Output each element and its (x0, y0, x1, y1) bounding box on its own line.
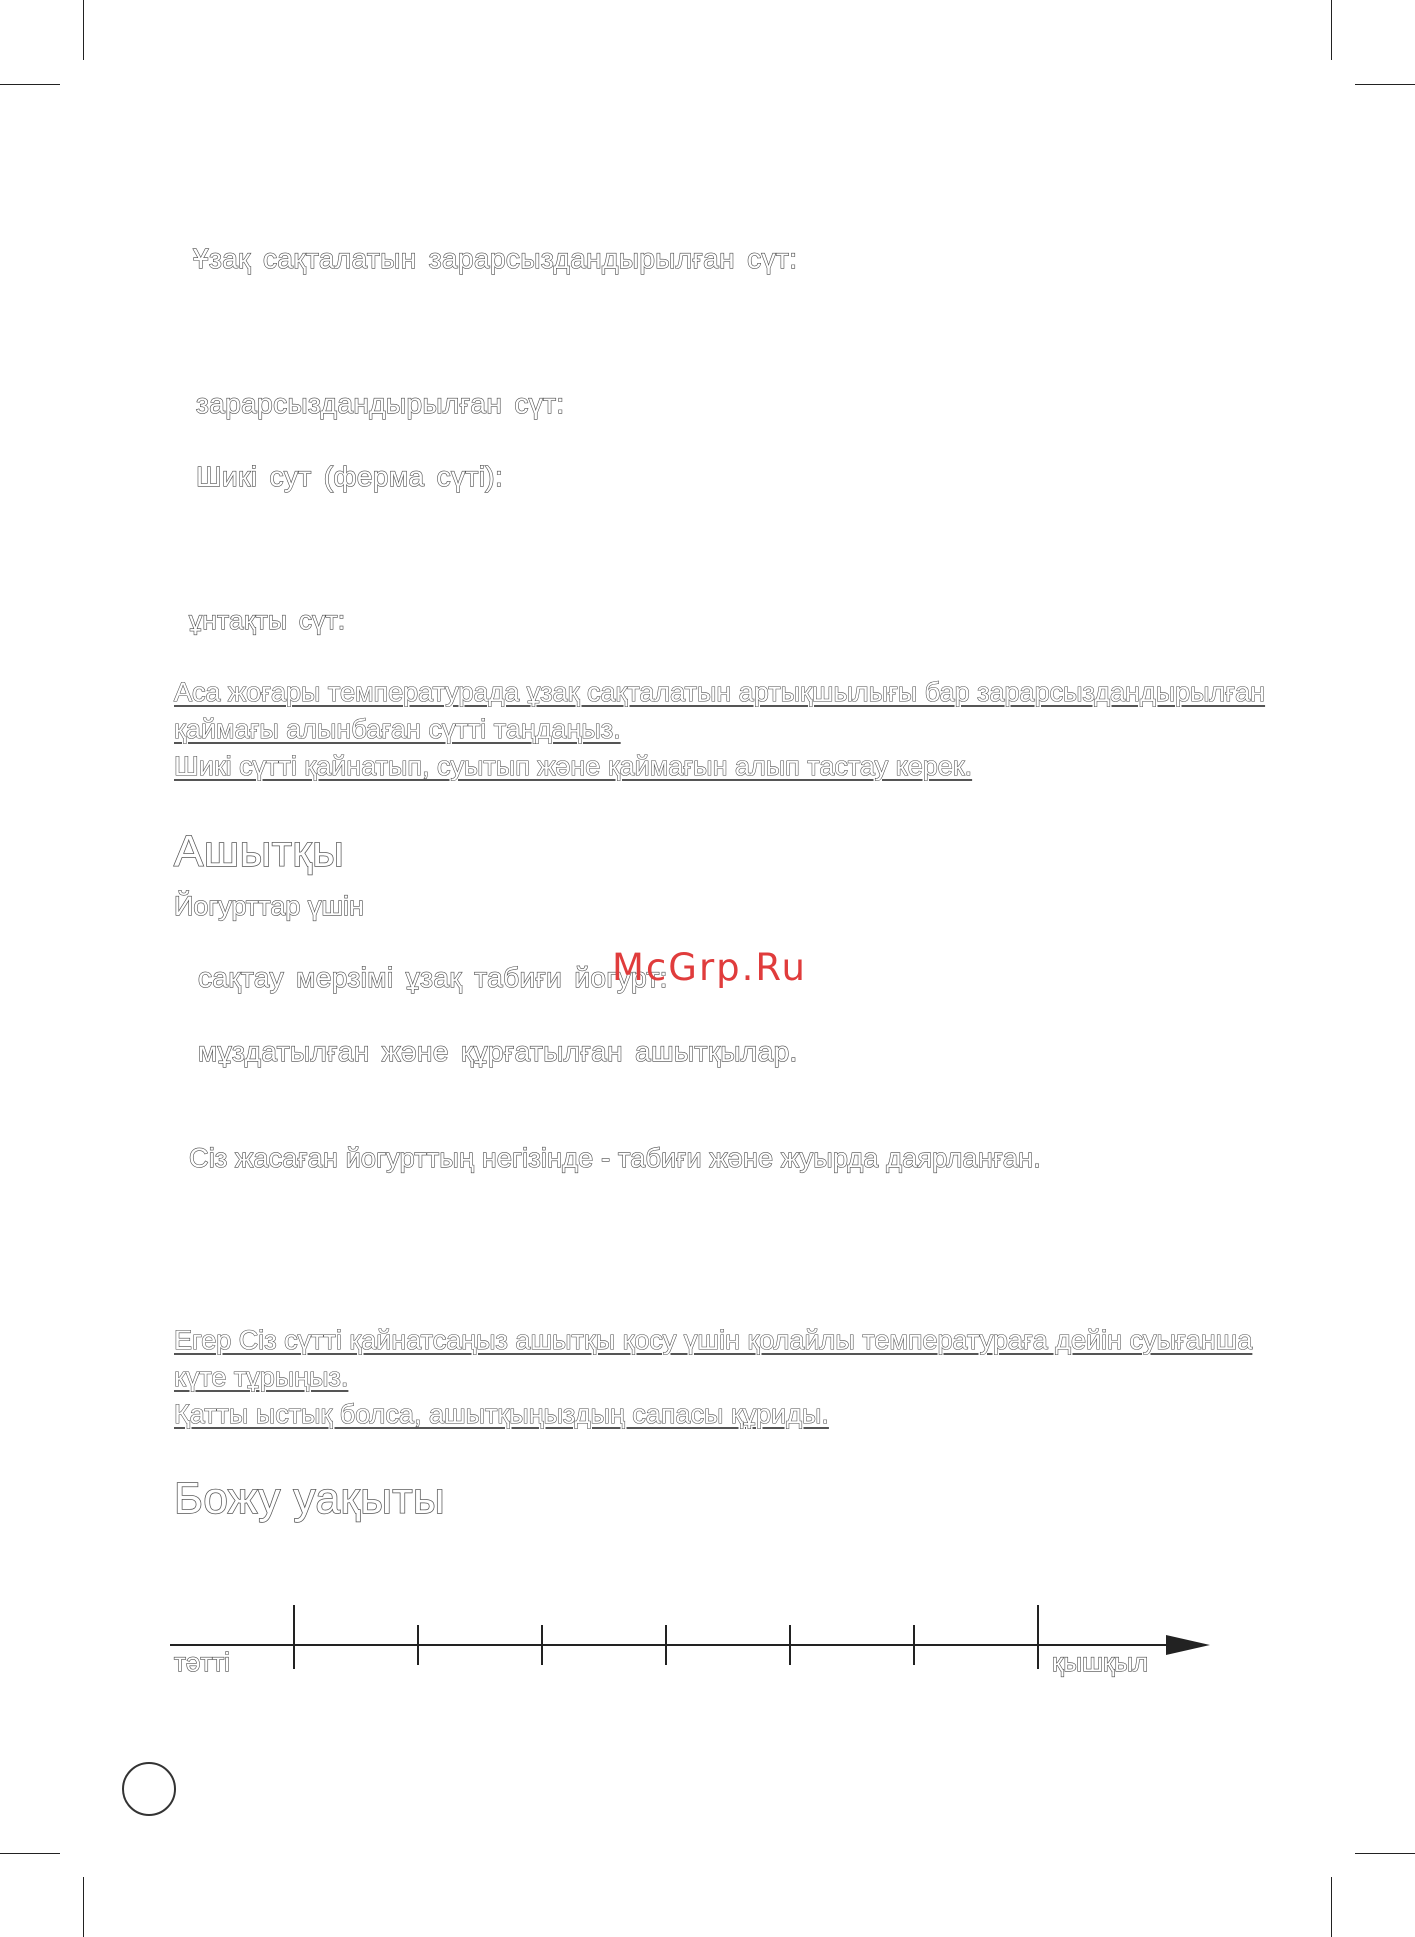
scale-ticks (294, 1605, 1038, 1669)
milk-pasteurized-label: зарарсыздандырылған сүт: (196, 388, 565, 419)
starter-homemade-text: Сіз жасаған йогурттың негізінде - табиғи және жуырда даярланған. (189, 1143, 1041, 1173)
starter-note-line-1: Егер Сіз сүтті қайнатсаңыз ашытқы қосу үшін қолайлы температураға дейін суығанша (174, 1325, 1253, 1355)
watermark-logo: McGrp.Ru (612, 946, 807, 989)
fermentation-scale (170, 1595, 1220, 1695)
crop-mark-bottom-left-v (83, 1877, 84, 1937)
starter-item-natural-yogurt: сақтау мерзімі ұзақ табиғи йогурт: (198, 962, 668, 993)
starter-note-line-2: күте тұрыңыз. (174, 1362, 349, 1392)
crop-mark-bottom-right-v (1331, 1877, 1332, 1937)
scale-right-label: қышқыл (1052, 1647, 1149, 1677)
milk-raw-label: Шикі сут (ферма сүті): (196, 461, 504, 492)
crop-mark-top-right-h (1355, 84, 1415, 85)
crop-mark-top-right-v (1331, 0, 1332, 60)
crop-mark-top-left-h (0, 84, 60, 85)
starter-item-frozen-dried: мұздатылған және құрғатылған ашытқылар. (198, 1036, 798, 1067)
page-number-circle (122, 1762, 176, 1816)
milk-powdered-label: ұнтақты сүт: (189, 605, 346, 635)
milk-note-line-3: Шикі сүтті қайнатып, суытып және қаймағын алып тастау керек. (174, 751, 973, 781)
starter-heading: Ашытқы (174, 827, 345, 876)
milk-note-line-1: Аса жоғары температурада ұзақ сақталатын артықшылығы бар зарарсыздандырылған (174, 677, 1266, 707)
milk-note-line-2: қаймағы алынбаған сүтті таңдаңыз. (174, 714, 621, 744)
scale-arrowhead-icon (1166, 1635, 1210, 1655)
starter-note (174, 1322, 1284, 1433)
starter-note-line-3: Қатты ыстық болса, ашытқыңыздың сапасы құриды. (174, 1399, 829, 1429)
milk-uht-label: Ұзақ сақталатын зарарсыздандырылған сүт: (193, 243, 798, 274)
milk-note (174, 674, 1284, 785)
crop-mark-bottom-right-h (1355, 1853, 1415, 1854)
scale-left-label: тәтті (174, 1647, 230, 1677)
fermentation-scale-graphic (170, 1595, 1220, 1695)
fermentation-heading: Божу уақыты (174, 1474, 446, 1523)
starter-subheading: Йогурттар үшін (174, 891, 364, 921)
crop-mark-bottom-left-h (0, 1853, 60, 1854)
crop-mark-top-left-v (83, 0, 84, 60)
